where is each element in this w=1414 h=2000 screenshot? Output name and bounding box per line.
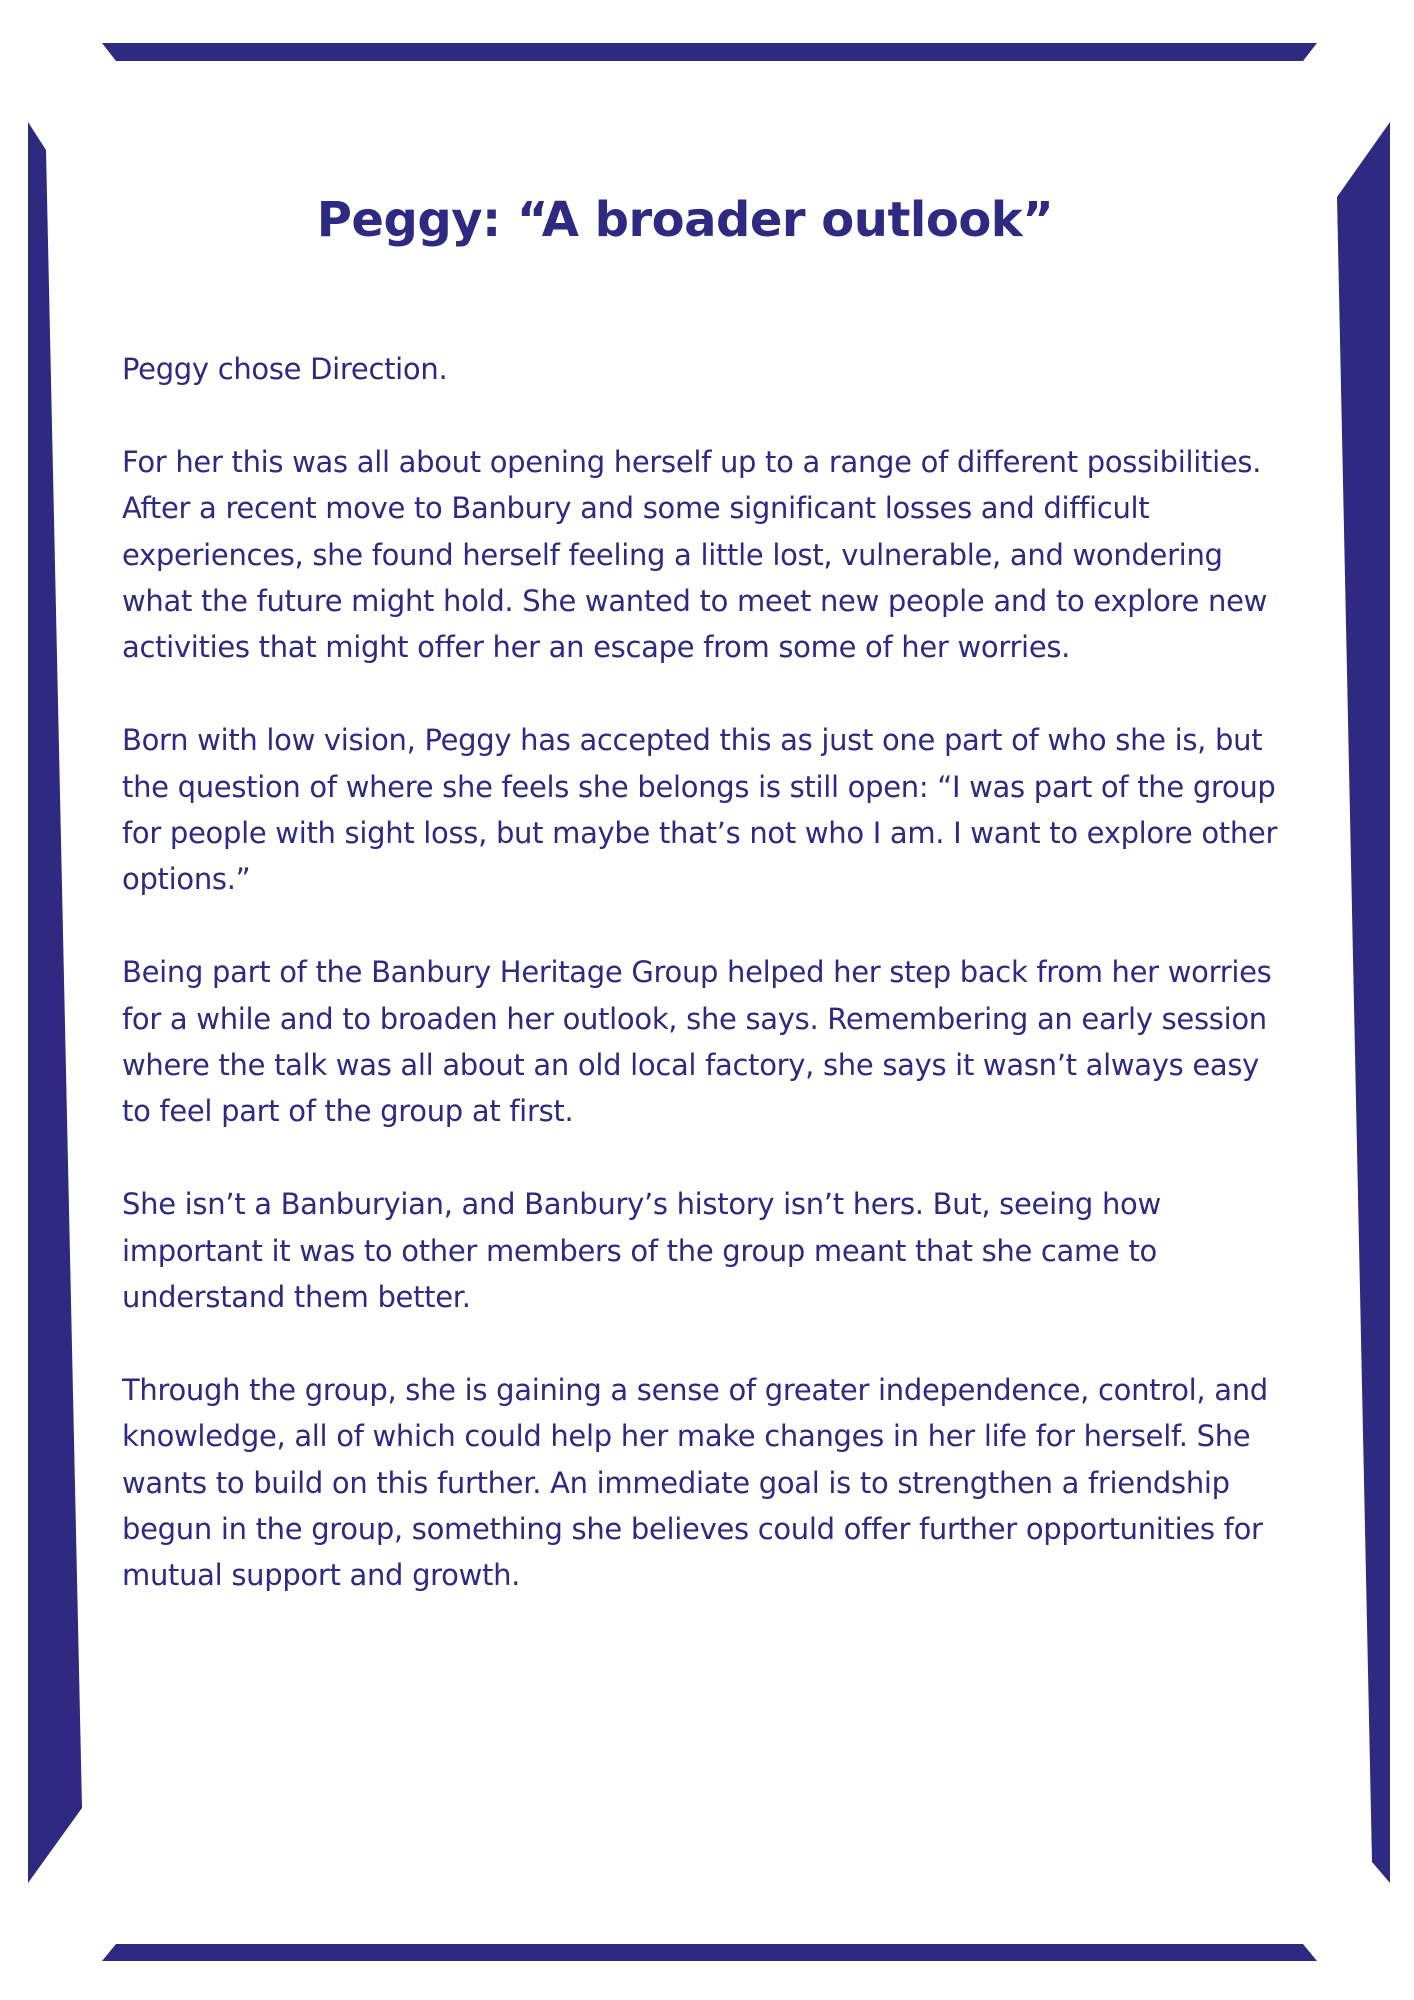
paragraph-6: Through the group, she is gaining a sense of greater independence, control, and knowledge, all of which could help her make changes in her life for herself. She wants to build on this further. An immediate goal is to strengthen a friendship begun in the group, something she believes could offer further opportunities for mutual support and growth.	[122, 1372, 1268, 1593]
paragraph-4: Being part of the Banbury Heritage Group helped her step back from her worries for a while and to broaden her outlook, she says. Remembering an early session where the talk was all about an old local factory, she says it wasn’t always easy to feel part of the group at first.	[122, 955, 1272, 1129]
article-body	[122, 346, 1292, 1645]
paragraph-1: Peggy chose Direction.	[122, 352, 448, 386]
right-border-bar	[1337, 122, 1390, 1883]
top-border-bar	[102, 43, 1317, 61]
bottom-border-bar	[102, 1944, 1317, 1961]
paragraph-2: For her this was all about opening herself up to a range of different possibilities. After a recent move to Banbury and some significant losses and difficult experiences, she found herself feeling a little lost, vulnerable, and wondering what the future might hold. She wanted to meet new people and to explore new activities that might offer her an escape from some of her worries.	[122, 444, 1268, 665]
paragraph-5: She isn’t a Banburyian, and Banbury’s history isn’t hers. But, seeing how important it was to other members of the group meant that she came to understand them better.	[122, 1187, 1161, 1315]
page-title: Peggy: “A broader outlook”	[316, 192, 1054, 248]
paragraph-3: Born with low vision, Peggy has accepted this as just one part of who she is, but the question of where she feels she belongs is still open: “I was part of the group for people with sight loss, but maybe that’s not who I am. I want to explore other options.”	[122, 723, 1278, 897]
left-border-bar	[28, 122, 82, 1883]
